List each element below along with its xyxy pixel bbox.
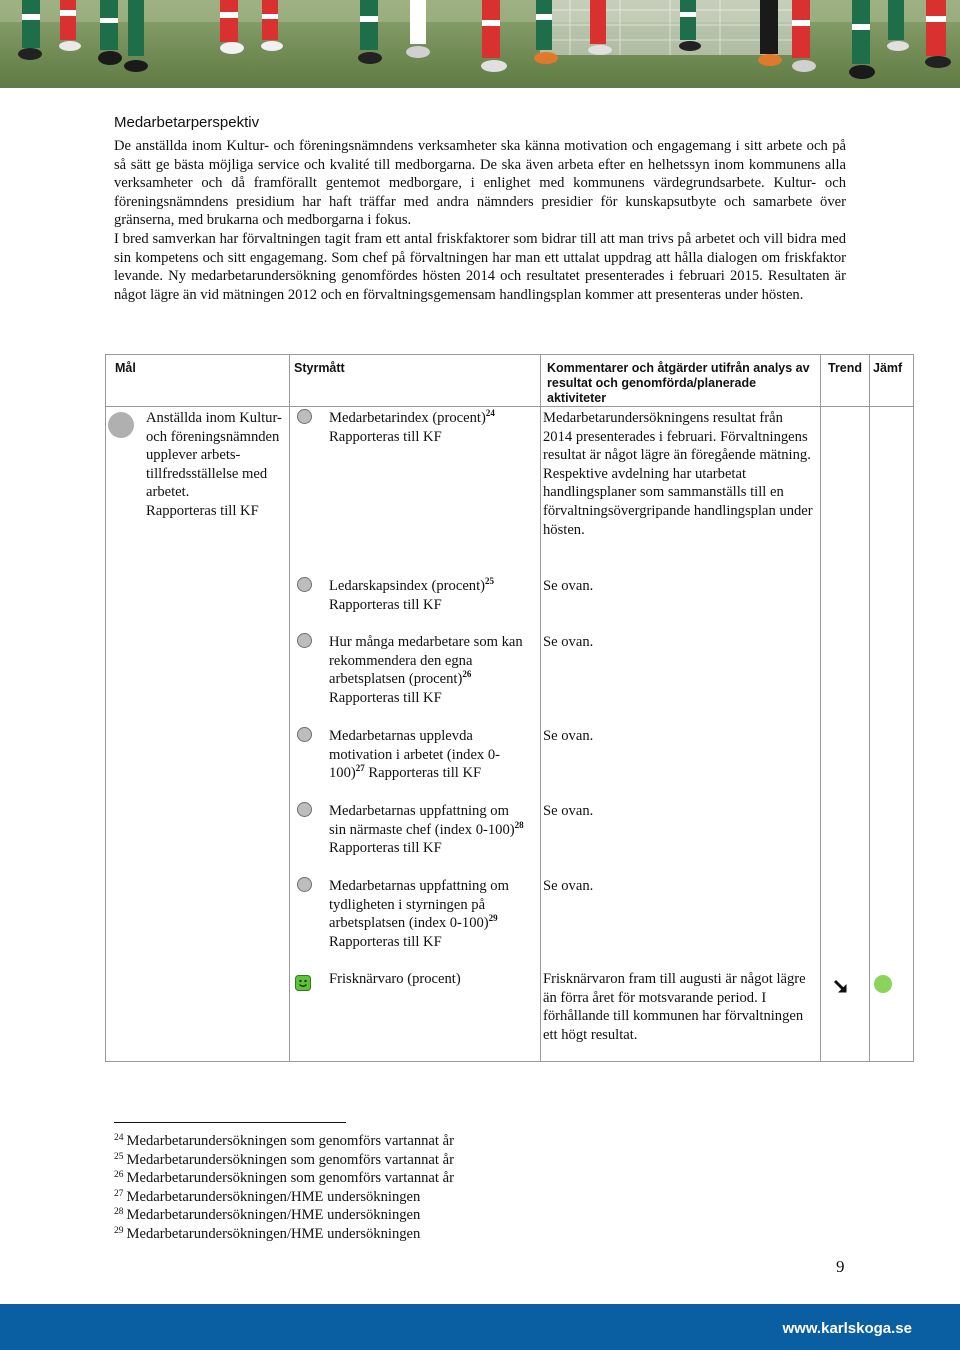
measure-report: Rapporteras till KF xyxy=(329,596,442,613)
footnote-ref: 29 xyxy=(488,913,498,924)
footer-website-link[interactable]: www.karlskoga.se xyxy=(782,1320,912,1337)
section-heading: Medarbetarperspektiv xyxy=(114,114,260,131)
footnote-ref: 24 xyxy=(485,408,495,418)
comment-text: Frisknärvaron fram till augusti är något lägre än förra året för motsvarande period. I förhållande till kommunen har förvaltningen ett högt resultat. xyxy=(543,971,806,1043)
column-divider xyxy=(869,355,870,1061)
comment-text: Se ovan. xyxy=(543,803,594,819)
measure-styrning xyxy=(329,877,534,951)
footnote-number: 29 xyxy=(114,1225,124,1236)
measure-rekommendera xyxy=(329,633,529,707)
measure-report: Rapporteras till KF xyxy=(368,765,482,782)
measure-status-grey-icon xyxy=(297,727,312,742)
measure-status-grey-icon xyxy=(297,577,312,592)
column-divider xyxy=(820,355,821,1061)
header-mal: Mål xyxy=(115,361,136,375)
intro-text xyxy=(114,137,846,304)
comment-text: Se ovan. xyxy=(543,878,594,894)
measure-label: Ledarskapsindex (procent) xyxy=(329,578,486,594)
measure-status-grey-icon xyxy=(297,877,312,892)
footnotes xyxy=(114,1132,454,1243)
measure-status-grey-icon xyxy=(297,802,312,817)
header-kommentarer: Kommentarer och åtgärder utifrån analys av resultat och genomförda/planerade aktiviteter xyxy=(547,361,810,405)
footnote xyxy=(114,1225,454,1244)
measure-ledarskapsindex xyxy=(329,577,529,614)
measure-label: Medarbetarnas upplevda motivation i arbetet (index 0-100) xyxy=(329,728,501,782)
footnote-ref: 25 xyxy=(485,576,495,586)
measure-label: Medarbetarindex (procent) xyxy=(329,410,486,426)
footnote-separator xyxy=(114,1122,346,1123)
header-trend: Trend xyxy=(828,361,863,375)
footer-bar xyxy=(0,1304,960,1350)
footnote-text: Medarbetarundersökningen/HME undersökningen xyxy=(126,1188,421,1205)
header-divider xyxy=(106,406,913,407)
measure-narmaste-chef xyxy=(329,802,529,858)
header-photo-banner xyxy=(0,0,960,88)
comment-text: Se ovan. xyxy=(543,634,594,650)
footnote-number: 26 xyxy=(114,1170,124,1180)
comparison-green-icon xyxy=(874,975,892,993)
measure-status-grey-icon xyxy=(297,633,312,648)
measure-medarbetarindex xyxy=(329,409,529,446)
intro-paragraph: De anställda inom Kultur- och föreningsnämndens verksamheter ska känna motivation och engagemang i sitt arbete och på så sätt ge bästa möjliga service och kvalité till medborgarna. De ska även arbeta efter en helhetssyn inom kommunens alla verksamheter och då framförallt gentemot medborgare, i enlighet med kommunens värdegrundsarbete. Kultur- och föreningsnämndens presidium har haft träffar med andra nämnders presidier för kunskapsutbyte och samarbete över gränserna, med brukarna och medborgarna i fokus. xyxy=(114,138,846,229)
footnote-number: 24 xyxy=(114,1133,124,1143)
trend-arrow-down-right-icon xyxy=(833,979,848,994)
soccer-field-photo xyxy=(0,0,960,88)
measure-status-grey-icon xyxy=(297,409,312,424)
footnote xyxy=(114,1132,454,1151)
footnote xyxy=(114,1169,454,1188)
footnote-text: Medarbetarundersökningen som genomförs vartannat år xyxy=(126,1151,454,1168)
footnote-number: 25 xyxy=(114,1151,124,1162)
smiley-face-icon xyxy=(295,975,311,991)
footnote-text: Medarbetarundersökningen/HME undersökningen xyxy=(126,1225,421,1242)
column-divider xyxy=(289,355,290,1061)
goals-table xyxy=(105,354,914,1062)
footnote-ref: 27 xyxy=(355,763,365,774)
footnote-number: 27 xyxy=(114,1188,124,1199)
comment-text: Se ovan. xyxy=(543,578,594,594)
footnote xyxy=(114,1206,454,1225)
comment-text: Medarbetarundersökningens resultat från 2014 presenterades i februari. Förvaltningens resultat är något lägre än föregående mätning. Respektive avdelning har utarbetat handlingsplaner som sammanställs till en förvaltningsövergripande handlingsplan under hösten. xyxy=(543,410,813,538)
comment-text: Se ovan. xyxy=(543,728,594,744)
measure-report: Rapporteras till KF xyxy=(329,933,442,950)
footnote-text: Medarbetarundersökningen/HME undersökningen xyxy=(126,1207,421,1223)
measure-report: Rapporteras till KF xyxy=(329,689,442,706)
footnote-text: Medarbetarundersökningen som genomförs vartannat år xyxy=(126,1133,454,1149)
header-styrmatt: Styrmått xyxy=(294,361,345,375)
measure-label: Medarbetarnas uppfattning om tydligheten i styrningen på arbetsplatsen (index 0-100) xyxy=(329,878,509,932)
goal-description: Anställda inom Kultur- och föreningsnämnden upplever arbets-tillfredsställelse med arbetet. xyxy=(146,410,282,501)
goal-report: Rapporteras till KF xyxy=(146,502,259,519)
measure-motivation xyxy=(329,727,529,783)
measure-report: Rapporteras till KF xyxy=(329,428,442,445)
footnote-text: Medarbetarundersökningen som genomförs vartannat år xyxy=(126,1170,454,1186)
measure-frisknarvaro: Frisknärvaro (procent) xyxy=(329,971,461,987)
header-jamf: Jämf xyxy=(873,361,903,375)
measure-label: Hur många medarbetare som kan rekommendera den egna arbetsplatsen (procent) xyxy=(329,634,523,688)
measure-report: Rapporteras till KF xyxy=(329,840,442,857)
intro-paragraph: I bred samverkan har förvaltningen tagit fram ett antal friskfaktorer som bidrar till att man trivs på arbetet och vill bidra med sin kompetens och sitt engagemang. Som chef på förvaltningen har man ett uttalat uppdrag att hålla dialogen om friskfaktor levande. Ny medarbetarundersökning genomfördes hösten 2014 och resultatet presenterades i februari 2015. Resultaten är något lägre än vid mätningen 2012 och en förvaltningsgemensam handlingsplan kommer att presenteras under hösten. xyxy=(114,230,846,303)
column-divider xyxy=(540,355,541,1061)
goal-text xyxy=(146,409,284,521)
footnote-number: 28 xyxy=(114,1207,124,1217)
footnote xyxy=(114,1151,454,1170)
measure-label: Medarbetarnas uppfattning om sin närmaste chef (index 0-100) xyxy=(329,803,515,838)
goal-status-grey-icon xyxy=(108,412,134,438)
footnote-ref: 26 xyxy=(462,669,472,680)
page-number: 9 xyxy=(836,1257,845,1276)
footnote xyxy=(114,1188,454,1207)
footnote-ref: 28 xyxy=(514,819,524,830)
